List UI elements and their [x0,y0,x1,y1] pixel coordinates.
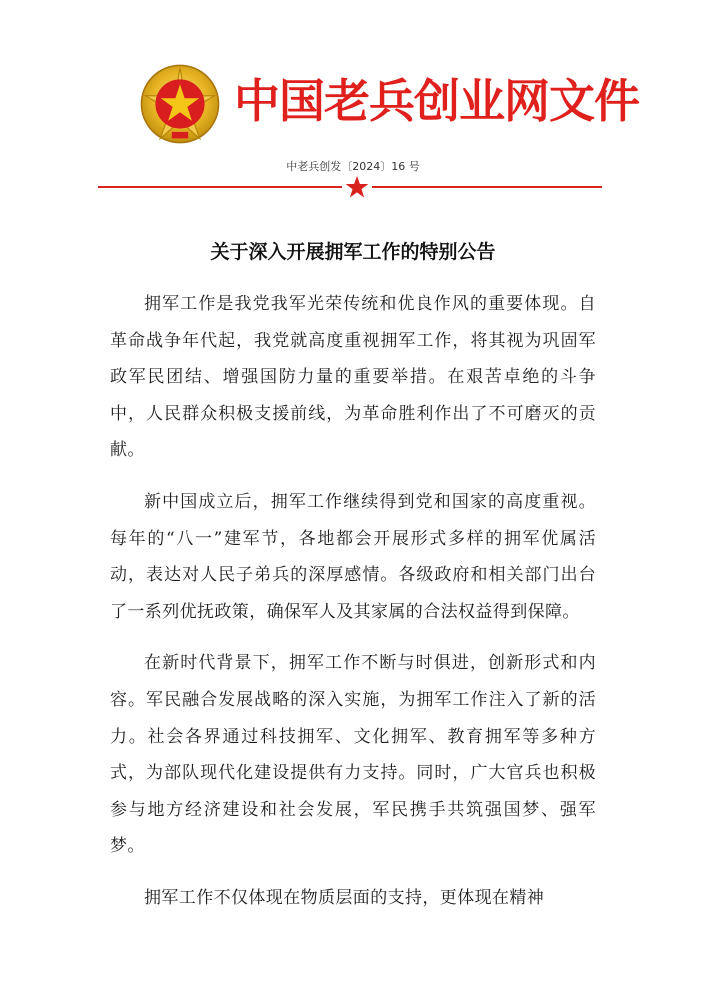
body-paragraph: 拥军工作不仅体现在物质层面的支持，更体现在精神 [144,887,545,908]
body-paragraph: 拥军工作是我党我军光荣传统和优良作风的重要体现。自革命战争年代起，我党就高度重视拥军工作，将其视为巩固军政军民团结、增强国防力量的重要举措。在艰苦卓绝的斗争中，人民群众积极支援前线，为革命胜利作出了不可磨灭的贡献。 [110,294,596,461]
header-divider-right [372,186,602,188]
military-emblem-icon [139,63,221,145]
body-paragraph: 在新时代背景下，拥军工作不断与时俱进，创新形式和内容。军民融合发展战略的深入实施，为拥军工作注入了新的活力。社会各界通过科技拥军、文化拥军、教育拥军等多种方式，为部队现代化建设提供有力支持。同时，广大官兵也积极参与地方经济建设和社会发展，军民携手共筑强国梦、强军梦。 [110,653,596,857]
header-divider-left [98,186,342,188]
body-paragraph: 新中国成立后，拥军工作继续得到党和国家的高度重视。每年的“八一”建军节，各地都会开展形式多样的拥军优属活动，表达对人民子弟兵的深厚感情。各级政府和相关部门出台了一系列优抚政策，确保军人及其家属的合法权益得到保障。 [110,491,596,622]
red-star-icon [345,175,369,199]
document-header [0,0,706,210]
document-number: 中老兵创发〔2024〕16 号 [286,160,420,173]
document-body [110,286,596,932]
masthead-title: 中国老兵创业网文件 [234,74,639,128]
document-title: 关于深入开展拥军工作的特别公告 [210,241,496,263]
